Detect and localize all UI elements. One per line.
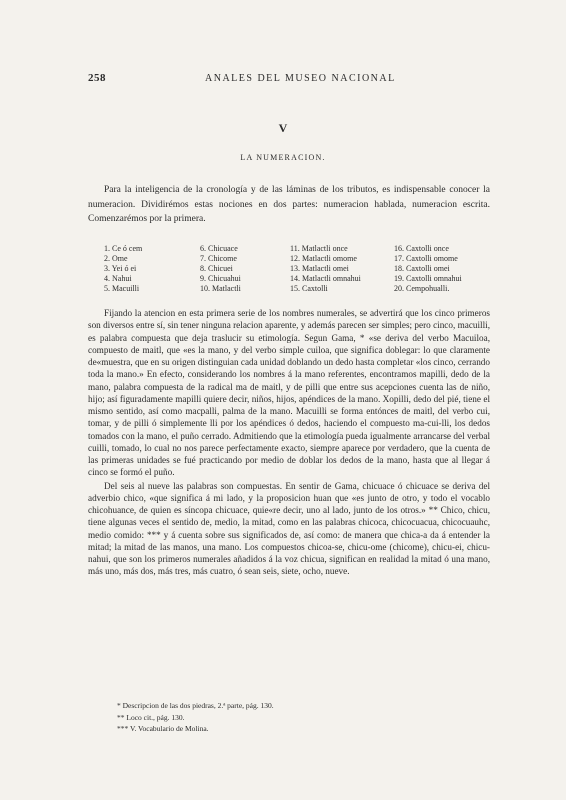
numerals-column	[200, 244, 241, 293]
numeral-entry: 13. Matlactli omei	[290, 263, 349, 273]
numerals-column	[394, 244, 462, 293]
section-title: LA NUMERACION.	[240, 153, 326, 162]
numerals-table	[104, 244, 484, 314]
numerals-column	[104, 244, 142, 293]
page-header	[88, 72, 486, 88]
numeral-entry: 19. Caxtolli omnahui	[394, 273, 462, 283]
numeral-entry: 5. Macuilli	[104, 283, 140, 293]
numeral-entry: 1. Ce ó cem	[104, 244, 143, 253]
numeral-entry: 9. Chicuahui	[200, 273, 241, 283]
numeral-entry: 18. Caxtolli omei	[394, 263, 450, 273]
numeral-entry: 14. Matlactli omnahui	[290, 273, 361, 283]
body-text	[88, 307, 490, 578]
numerals-column	[290, 244, 361, 293]
numeral-entry: 17. Caxtolli omome	[394, 253, 458, 263]
numeral-entry: 10. Matlactli	[200, 283, 241, 293]
section-number: V	[278, 121, 288, 135]
numeral-entry: 4. Nahui	[104, 273, 132, 283]
running-head: ANALES DEL MUSEO NACIONAL	[205, 73, 396, 84]
footnote: * Descripcion de las dos piedras, 2.ª parte, pág. 130.	[117, 701, 274, 710]
footnote: ** Loco cit., pág. 130.	[117, 712, 185, 722]
numeral-entry: 11. Matlactli once	[290, 244, 348, 253]
footnote: *** V. Vocabulario de Molina.	[117, 724, 209, 733]
numeral-entry: 3. Yei ó ei	[104, 263, 137, 273]
numeral-entry: 20. Cempohualli.	[394, 283, 450, 293]
numeral-entry: 12. Matlactli omome	[290, 253, 357, 263]
numeral-entry: 7. Chicome	[200, 253, 237, 263]
numeral-entry: 6. Chicuace	[200, 244, 238, 253]
footnotes	[117, 700, 487, 735]
intro-paragraph: Para la inteligencia de la cronología y de las láminas de los tributos, es indispensable conocer la numeracion. Dividirémos estas nociones en dos partes: numeracion hablada, numeracion escrita. Comenzarémos por la primera.	[88, 185, 490, 225]
numeral-entry: 15. Caxtolli	[290, 283, 328, 293]
page-number: 258	[88, 72, 106, 84]
numeral-entry: 8. Chicuei	[200, 263, 233, 273]
body-paragraph: Fijando la atencion en esta primera serie de los nombres numerales, se advertirá que los cinco primeros son diversos entre sí, sin tener ninguna relacion aparente, y además parecen ser simples; pero cinco, macuilli, es palabra compuesta que deja traslucir su etimología. Segun Gama, * «se deriva del verbo Macuiloa, compuesto de maitl, que «es la mano, y del verbo simple cuiloa, que significa doblegar: lo que claramente de«muestra, que en su origen distinguian cada unidad doblando un dedo hasta completar «los cinco, cerrando toda la mano.» En efecto, considerando los nombres á la mano referentes, encontramos mapilli, dedo de la mano, palabra compuesta de la radical ma de maitl, y de pilli que entre sus acepciones cuenta las de niño, hijo; así figuradamente mapilli quiere decir, niños, hijos, apéndices de la mano. Xopilli, dedo del pié, tiene el mismo sentido, así como macpalli, palma de la mano. Macuilli se forma entónces de maitl, del verbo cui, tomar, y de pilli ó simplemente lli por los apéndices ó dedos, haciendo el compuesto ma-cui-lli, los dedos tomados con la mano, el puño cerrado. Admitiendo que la etimología pueda igualmente arrancarse del verbal cuilli, tomado, lo cual no nos parece perfectamente exacto, siempre aparece por verdadero, que la cuenta de las primeras unidades se fué practicando por medio de doblar los dedos de la mano, hasta que al llegar á cinco se formó el puño.	[88, 308, 490, 478]
numeral-entry: 16. Caxtolli once	[394, 244, 449, 253]
numeral-entry: 2. Ome	[104, 253, 128, 263]
body-paragraph: Del seis al nueve las palabras son compuestas. En sentir de Gama, chicuace ó chicuace se deriva del adverbio chico, «que significa á mi lado, y la proposicion huan que «es junto de otro, y todo el vocablo chicohuance, de quien es síncopa chicuace, quie«re decir, uno al lado, junto de los otros.» ** Chico, chicu, tiene algunas veces el sentido de, medio, la mitad, como en las palabras chicoca, chicocuacua, chicocuauhc, medio comido: *** y á cuenta sobre sus significados de, así como: de manera que chica-a da á entender la mitad; la mitad de las manos, una mano. Los compuestos chicoa-se, chicu-ome (chicome), chicu-ei, chicu-nahui, que son los primeros numerales añadidos á la voz chicua, significan en realidad la mitad ó una mano, más uno, más dos, más tres, más cuatro, ó sean seis, siete, ocho, nueve.	[88, 480, 490, 577]
